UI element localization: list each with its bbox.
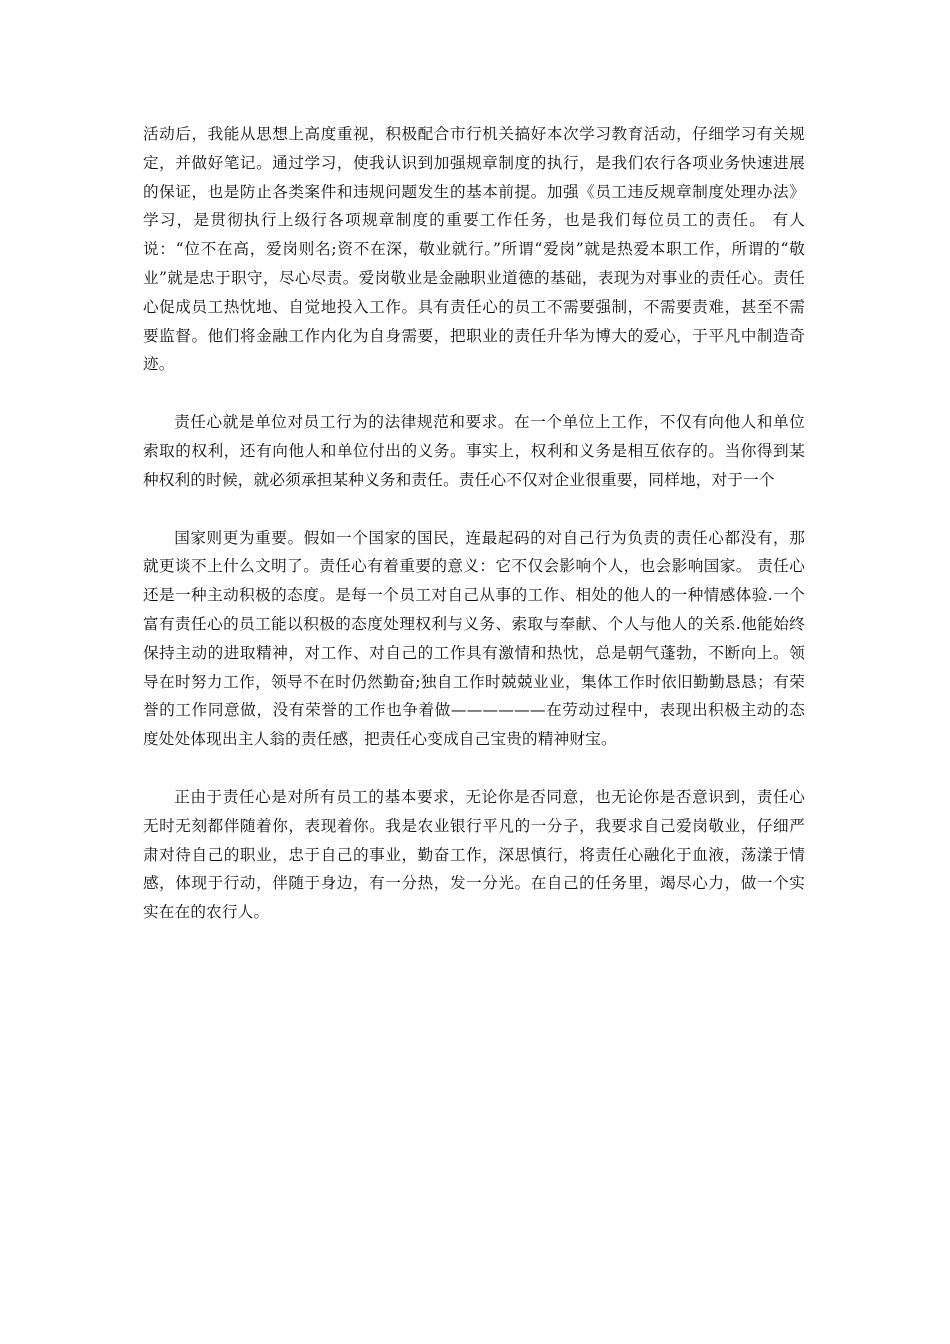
document-body	[143, 120, 805, 956]
paragraph-4: 正由于责任心是对所有员工的基本要求，无论你是否同意，也无论你是否意识到，责任心无时无刻都伴随着你，表现着你。我是农业银行平凡的一分子，我要求自己爱岗敬业，仔细严肃对待自己的职业，忠于自己的事业，勤奋工作，深思慎行，将责任心融化于血液，荡漾于情感，体现于行动，伴随于身边，有一分热，发一分光。在自己的任务里，竭尽心力，做一个实实在在的农行人。	[143, 787, 805, 922]
paragraph-2: 责任心就是单位对员工行为的法律规范和要求。在一个单位上工作，不仅有向他人和单位索取的权利，还有向他人和单位付出的义务。事实上，权利和义务是相互依存的。当你得到某种权利的时候，就必须承担某种义务和责任。责任心不仅对企业很重要，同样地，对于一个	[143, 413, 805, 489]
paragraph-3: 国家则更为重要。假如一个国家的国民，连最起码的对自己行为负责的责任心都没有，那就更谈不上什么文明了。责任心有着重要的意义：它不仅会影响个人，也会影响国家。 责任心还是一种主动积极的态度。是每一个员工对自己从事的工作、相处的他人的一种情感体验.一个富有责任心的员工能以积极的态度处理权利与义务、索取与奉献、个人与他人的关系.他能始终保持主动的进取精神，对工作、对自己的工作具有激情和热忱，总是朝气蓬勃，不断向上。领导在时努力工作，领导不在时仍然勤奋;独自工作时兢兢业业，集体工作时依旧勤勤恳恳；有荣誉的工作同意做，没有荣誉的工作也争着做——————在劳动过程中，表现出积极主动的态度处处体现出主人翁的责任感，把责任心变成自己宝贵的精神财宝。	[143, 528, 805, 749]
paragraph-1: 活动后，我能从思想上高度重视，积极配合市行机关搞好本次学习教育活动，仔细学习有关规定，并做好笔记。通过学习，使我认识到加强规章制度的执行，是我们农行各项业务快速进展的保证，也是防止各类案件和违规问题发生的基本前提。加强《员工违反规章制度处理办法》学习，是贯彻执行上级行各项规章制度的重要工作任务，也是我们每位员工的责任。 有人说：“位不在高，爱岗则名;资不在深，敬业就行。”所谓“爱岗”就是热爱本职工作，所谓的“敬业”就是忠于职守，尽心尽责。爱岗敬业是金融职业道德的基础，表现为对事业的责任心。责任心促成员工热忱地、自觉地投入工作。具有责任心的员工不需要强制，不需要责难，甚至不需要监督。他们将金融工作内化为自身需要，把职业的责任升华为博大的爱心，于平凡中制造奇迹。	[143, 125, 805, 374]
